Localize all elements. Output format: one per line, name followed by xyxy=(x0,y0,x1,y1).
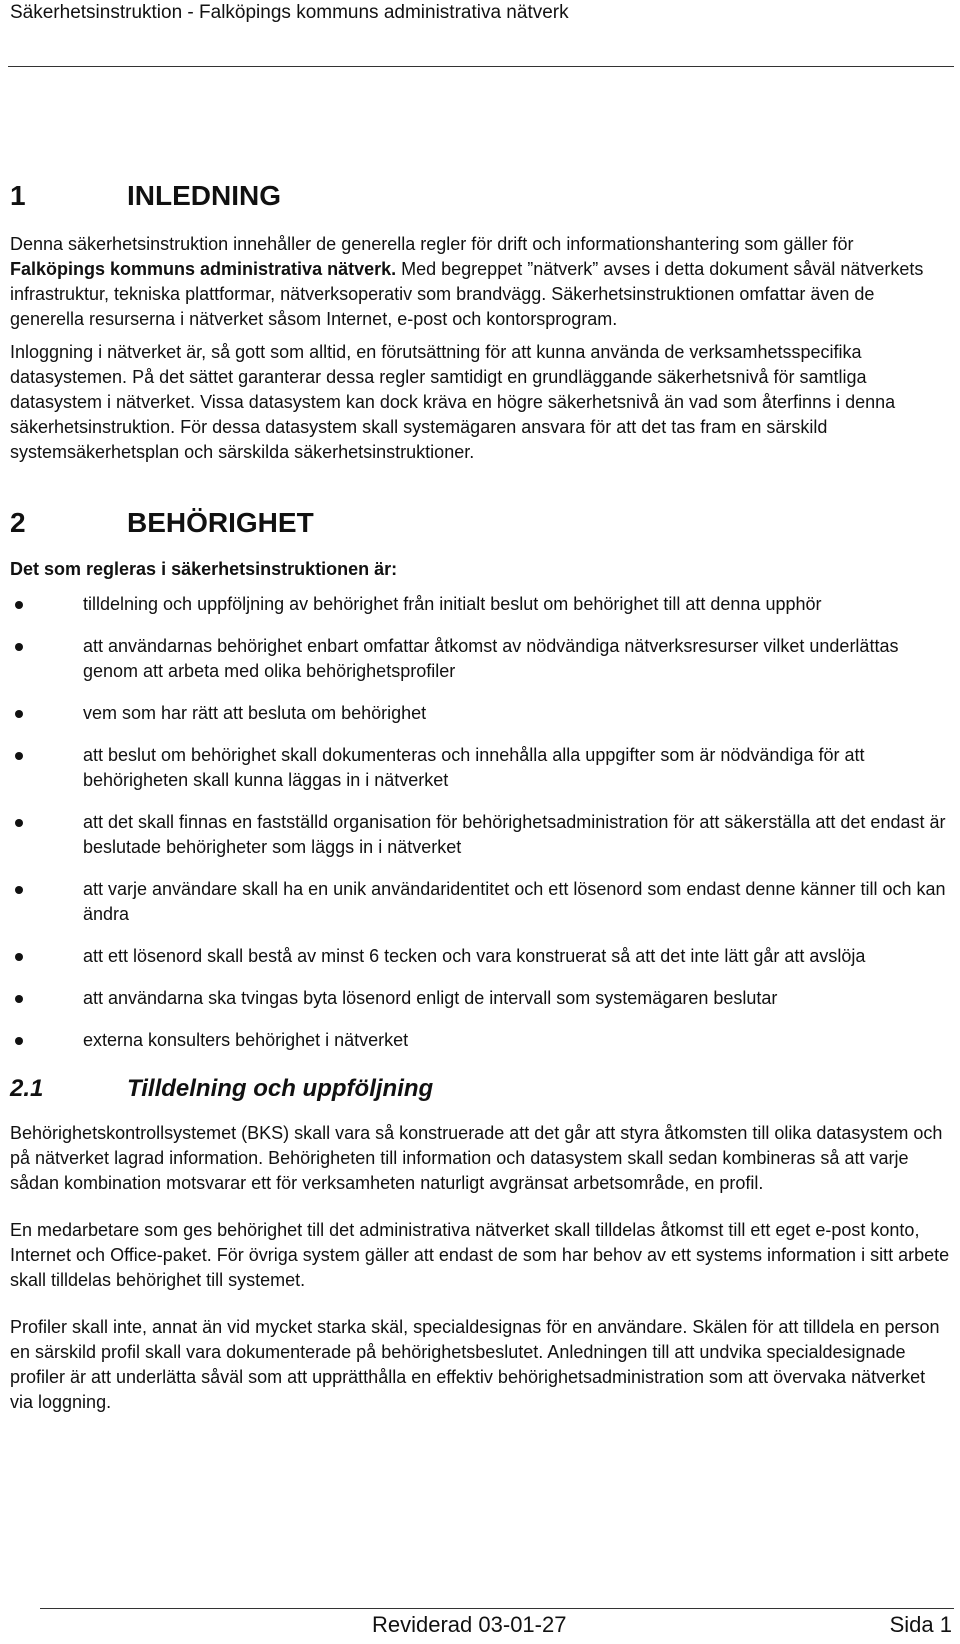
bullet-icon xyxy=(15,819,23,827)
list-item-text: att beslut om behörighet skall dokumenteras och innehålla alla uppgifter som är nödvändiga för att behörigheten skall kunna läggas in i nätverket xyxy=(83,745,865,790)
list-item-text: tilldelning och uppföljning av behörighet från initialt beslut om behörighet till att denna upphör xyxy=(83,594,822,614)
list-item xyxy=(10,743,952,793)
behorighet-list xyxy=(10,592,952,1053)
section-2-1-number: 2.1 xyxy=(10,1075,44,1102)
bullet-icon xyxy=(15,995,23,1003)
bullet-icon xyxy=(15,643,23,651)
list-item-text: att varje användare skall ha en unik användaridentitet och ett lösenord som endast denne känner till och kan ändra xyxy=(83,879,946,924)
section-2-intro: Det som regleras i säkerhetsinstruktionen är: xyxy=(10,559,398,579)
section-2-1-paragraph-3: Profiler skall inte, annat än vid mycket starka skäl, specialdesignas för en användare. Skälen för att tilldela en person en särskild profil skall vara dokumenterade på behörighetsbeslutet. Anledningen till att undvika specialdesignade profiler är att underlätta såväl som att upprätthålla en effektiv behörighetsadministration som att övervaka nätverket via loggning. xyxy=(10,1317,940,1412)
section-1-p1-bold: Falköpings kommuns administrativa nätverk. xyxy=(10,259,397,279)
list-item-text: att användarna ska tvingas byta lösenord enligt de intervall som systemägaren beslutar xyxy=(83,988,778,1008)
list-item xyxy=(10,1028,952,1053)
section-2-title: BEHÖRIGHET xyxy=(127,507,314,538)
bullet-icon xyxy=(15,886,23,894)
section-2-1-paragraph-1: Behörighetskontrollsystemet (BKS) skall vara så konstruerade att det går att styra åtkomsten till olika datasystem och på nätverket lagrad information. Behörigheten till information och datasystem skall sedan kombineras så att varje sådan kombination motsvarar ett för verksamheten naturligt avgränsat arbetsområde, en profil. xyxy=(10,1123,943,1193)
document-body xyxy=(10,180,952,1415)
section-1-paragraph-1 xyxy=(10,232,952,332)
section-1-heading xyxy=(10,180,952,212)
section-2-number: 2 xyxy=(10,507,26,538)
footer-divider xyxy=(40,1608,954,1609)
list-item xyxy=(10,592,952,617)
section-1-number: 1 xyxy=(10,180,26,211)
section-1-p1-start: Denna säkerhetsinstruktion innehåller de generella regler för drift och informationshantering som gäller för xyxy=(10,234,854,254)
section-1-title: INLEDNING xyxy=(127,180,281,211)
list-item-text: externa konsulters behörighet i nätverket xyxy=(83,1030,409,1050)
section-1-p1-end: Med begreppet ”nätverk” avses i detta dokument såväl nätverkets infrastruktur, tekniska plattformar, nätverksoperativ som brandvägg. Säkerhetsinstruktionen omfattar även de generella resurserna i nätverket såsom Internet, e-post och kontorsprogram. xyxy=(10,259,924,329)
list-item-text: att ett lösenord skall bestå av minst 6 tecken och vara konstruerat så att det inte lätt går att avslöja xyxy=(83,946,866,966)
list-item xyxy=(10,944,952,969)
section-2-1-paragraph-2: En medarbetare som ges behörighet till det administrativa nätverket skall tilldelas åtkomst till ett eget e-post konto, Internet och Office-paket. För övriga system gäller att endast de som har behov av ett systems information i sitt arbete skall tilldelas behörighet till systemet. xyxy=(10,1220,950,1290)
bullet-icon xyxy=(15,953,23,961)
list-item xyxy=(10,634,952,684)
document-header: Säkerhetsinstruktion - Falköpings kommuns administrativa nätverk xyxy=(10,2,569,23)
list-item-text: att det skall finnas en fastställd organisation för behörighetsadministration för att säkerställa att det endast är beslutade behörigheter som läggs in i nätverket xyxy=(83,812,946,857)
list-item xyxy=(10,810,952,860)
list-item-text: att användarnas behörighet enbart omfattar åtkomst av nödvändiga nätverksresurser vilket underlättas genom att arbeta med olika behörighetsprofiler xyxy=(83,636,899,681)
bullet-icon xyxy=(15,710,23,718)
section-2-1-title: Tilldelning och uppföljning xyxy=(127,1075,434,1102)
page-number: Sida 1 xyxy=(889,1612,952,1637)
section-2-1-heading xyxy=(10,1075,952,1103)
list-item-text: vem som har rätt att besluta om behörighet xyxy=(83,703,427,723)
bullet-icon xyxy=(15,601,23,609)
section-2-heading xyxy=(10,507,952,539)
header-divider xyxy=(8,66,954,67)
section-1-paragraph-2: Inloggning i nätverket är, så gott som alltid, en förutsättning för att kunna använda de verksamhetsspecifika datasystemen. På det sättet garanterar dessa regler samtidigt en grundläggande säkerhetsnivå för samtliga datasystem i nätverket. Vissa datasystem kan dock kräva en högre säkerhetsnivå än vad som återfinns i denna säkerhetsinstruktion. För dessa datasystem skall systemägaren ansvara för att det tas fram en särskild systemsäkerhetsplan och särskilda säkerhetsinstruktioner. xyxy=(10,342,896,462)
list-item xyxy=(10,701,952,726)
list-item xyxy=(10,877,952,927)
bullet-icon xyxy=(15,752,23,760)
bullet-icon xyxy=(15,1037,23,1045)
list-item xyxy=(10,986,952,1011)
revision-date: Reviderad 03-01-27 xyxy=(372,1612,567,1637)
